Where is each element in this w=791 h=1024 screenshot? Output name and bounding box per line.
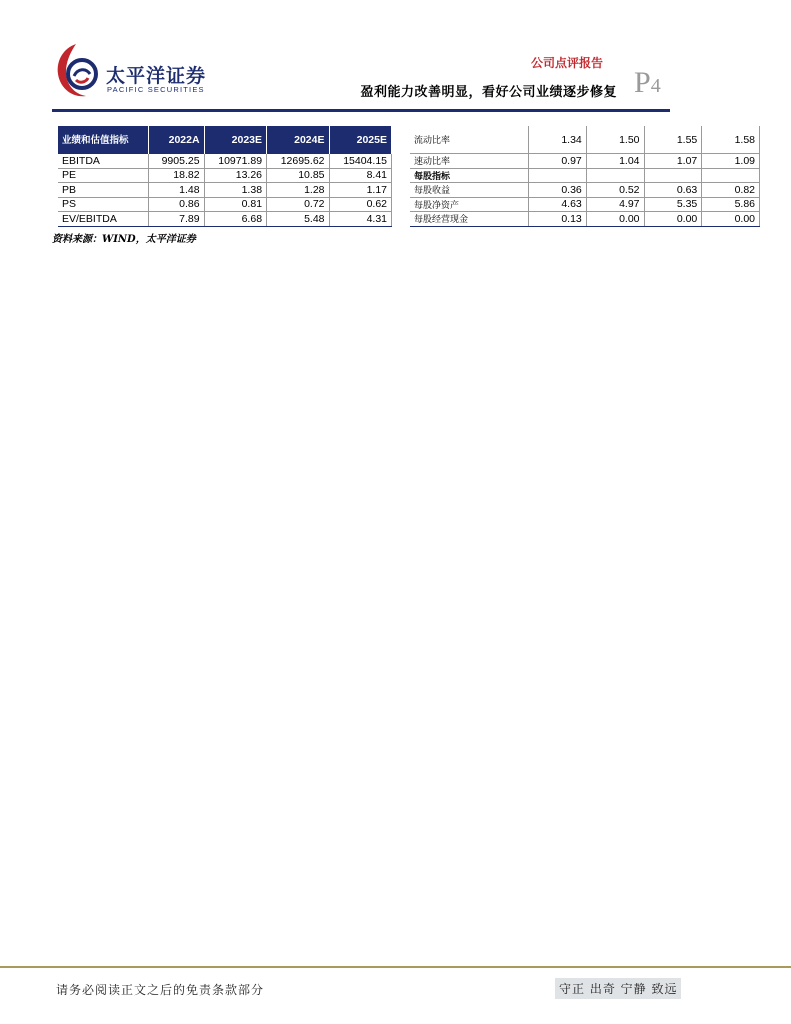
table-cell: 速动比率 <box>410 154 529 169</box>
header-divider <box>52 109 670 112</box>
table-row <box>410 197 760 212</box>
table-cell: 4.63 <box>529 197 587 212</box>
table-row <box>410 168 760 183</box>
table-row <box>58 154 392 168</box>
disclaimer-note: 请务必阅读正文之后的免责条款部分 <box>56 983 265 997</box>
table-cell <box>529 168 587 183</box>
table-cell: 0.63 <box>644 183 702 198</box>
table-cell: 0.81 <box>204 197 266 212</box>
table-cell: 5.35 <box>644 197 702 212</box>
table-section-heading: 每股指标 <box>410 168 529 183</box>
table-row <box>410 183 760 198</box>
table-cell: 0.82 <box>702 183 760 198</box>
table-cell: PS <box>58 197 149 212</box>
table-cell: 15404.15 <box>329 154 392 168</box>
table-cell: 8.41 <box>329 168 392 183</box>
table-cell: 0.52 <box>586 183 644 198</box>
pacific-logo-icon <box>52 40 102 102</box>
source-note: 资料来源：WIND，太平洋证券 <box>52 234 196 245</box>
table-cell: 0.86 <box>149 197 205 212</box>
table-row <box>410 212 760 227</box>
table-cell: PE <box>58 168 149 183</box>
table-cell: 9905.25 <box>149 154 205 168</box>
table-cell: 0.97 <box>529 154 587 169</box>
footer-divider <box>0 966 791 968</box>
table-cell: 1.04 <box>586 154 644 169</box>
table-cell: EV/EBITDA <box>58 212 149 227</box>
column-header: 2025E <box>329 126 392 154</box>
table-cell: 18.82 <box>149 168 205 183</box>
table-row <box>410 126 760 154</box>
table-cell: 每股净资产 <box>410 197 529 212</box>
logo-chinese-name: 太平洋证券 <box>106 65 207 87</box>
table-cell: 每股收益 <box>410 183 529 198</box>
table-cell: PB <box>58 183 149 198</box>
table-cell: 1.55 <box>644 126 702 154</box>
table-cell: 13.26 <box>204 168 266 183</box>
company-motto: 守正 出奇 宁静 致远 <box>555 978 681 999</box>
table-cell: 0.13 <box>529 212 587 227</box>
report-type: 公司点评报告 <box>530 56 603 70</box>
column-header: 2022A <box>149 126 205 154</box>
table-cell: 4.31 <box>329 212 392 227</box>
valuation-table <box>58 126 392 227</box>
table-cell: 12695.62 <box>267 154 329 168</box>
table-cell: 1.50 <box>586 126 644 154</box>
table-cell <box>644 168 702 183</box>
company-logo <box>52 40 212 102</box>
table-cell: 1.09 <box>702 154 760 169</box>
table-cell: 1.07 <box>644 154 702 169</box>
table-cell <box>586 168 644 183</box>
table-cell: 1.34 <box>529 126 587 154</box>
logo-english-name: PACIFIC SECURITIES <box>107 85 205 94</box>
table-cell: 0.00 <box>644 212 702 227</box>
table-cell: 1.58 <box>702 126 760 154</box>
table-cell: 0.62 <box>329 197 392 212</box>
table-cell: EBITDA <box>58 154 149 168</box>
table-row <box>58 183 392 198</box>
table-cell: 5.48 <box>267 212 329 227</box>
table-cell <box>702 168 760 183</box>
table-cell: 0.72 <box>267 197 329 212</box>
table-cell: 6.68 <box>204 212 266 227</box>
table-cell: 1.17 <box>329 183 392 198</box>
table-cell: 0.00 <box>702 212 760 227</box>
table-cell: 0.00 <box>586 212 644 227</box>
report-title: 盈利能力改善明显，看好公司业绩逐步修复 <box>360 85 617 100</box>
page-prefix: P <box>634 66 651 99</box>
column-header: 业绩和估值指标 <box>58 126 149 154</box>
column-header: 2023E <box>204 126 266 154</box>
table-cell: 0.36 <box>529 183 587 198</box>
page-number <box>634 66 661 100</box>
table-row <box>58 212 392 227</box>
page-digit: 4 <box>650 75 661 97</box>
valuation-table-header <box>58 126 392 154</box>
table-cell: 1.48 <box>149 183 205 198</box>
table-cell: 10971.89 <box>204 154 266 168</box>
table-cell: 每股经营现金 <box>410 212 529 227</box>
table-cell: 1.28 <box>267 183 329 198</box>
table-row <box>58 197 392 212</box>
table-cell: 4.97 <box>586 197 644 212</box>
table-cell: 流动比率 <box>410 126 529 154</box>
ratio-table <box>410 126 760 227</box>
table-cell: 5.86 <box>702 197 760 212</box>
table-row <box>58 168 392 183</box>
table-cell: 7.89 <box>149 212 205 227</box>
table-cell: 10.85 <box>267 168 329 183</box>
table-cell: 1.38 <box>204 183 266 198</box>
table-row <box>410 154 760 169</box>
column-header: 2024E <box>267 126 329 154</box>
